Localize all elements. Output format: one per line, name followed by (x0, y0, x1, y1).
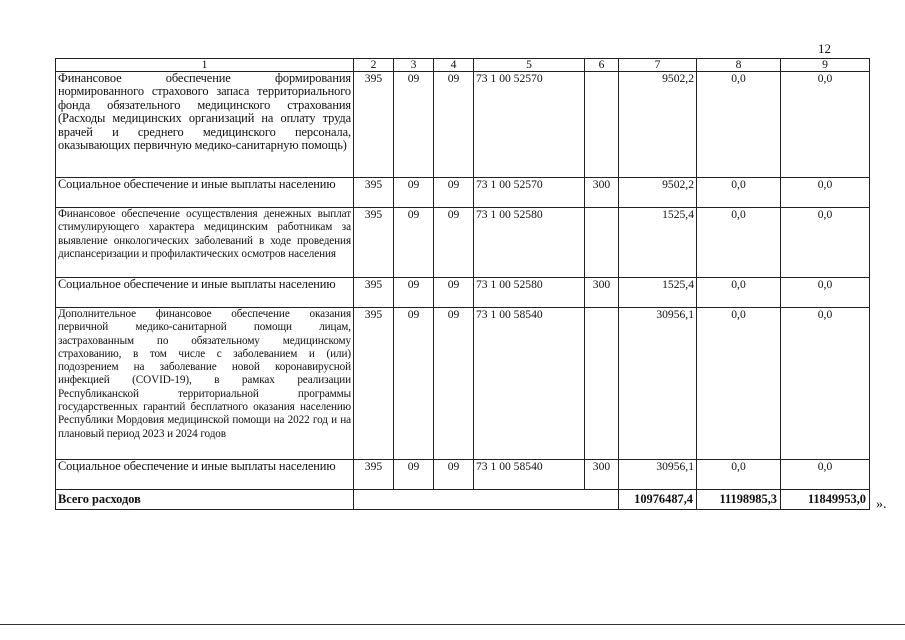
row-name: Социальное обеспечение и иные выплаты населению (56, 460, 354, 490)
column-header-7: 7 (619, 59, 697, 72)
subsection-code: 09 (434, 460, 474, 490)
total-amount-2024: 11849953,0 (781, 490, 870, 510)
target-article-code: 73 1 00 58540 (474, 308, 585, 460)
closing-quote: ». (876, 497, 887, 512)
amount-2024: 0,0 (781, 278, 870, 308)
amount-2023: 0,0 (697, 278, 781, 308)
table-row (56, 72, 870, 178)
amount-2022: 1525,4 (619, 278, 697, 308)
column-number-row (56, 59, 870, 72)
target-article-code: 73 1 00 58540 (474, 460, 585, 490)
expense-type-code: 300 (585, 178, 619, 208)
amount-2022: 9502,2 (619, 72, 697, 178)
amount-2023: 0,0 (697, 460, 781, 490)
expense-type-code (585, 308, 619, 460)
page-number: 12 (818, 41, 831, 56)
target-article-code: 73 1 00 52570 (474, 178, 585, 208)
subsection-code: 09 (434, 72, 474, 178)
amount-2023: 0,0 (697, 308, 781, 460)
amount-2022: 30956,1 (619, 460, 697, 490)
column-header-3: 3 (394, 59, 434, 72)
budget-expenditure-table (55, 58, 870, 510)
ministry-code: 395 (354, 72, 394, 178)
table-row (56, 178, 870, 208)
amount-2023: 0,0 (697, 178, 781, 208)
total-label: Всего расходов (56, 490, 354, 510)
subsection-code: 09 (434, 278, 474, 308)
expense-type-code: 300 (585, 460, 619, 490)
row-name: Финансовое обеспечение осуществления денежных выплат стимулирующего характера медицинским работникам за выявление онкологических заболеваний в ходе проведения диспансеризации и профилактических осмотров населения (56, 208, 354, 278)
amount-2022: 30956,1 (619, 308, 697, 460)
table-row (56, 460, 870, 490)
section-code: 09 (394, 208, 434, 278)
total-amount-2023: 11198985,3 (697, 490, 781, 510)
column-header-1: 1 (56, 59, 354, 72)
expense-type-code: 300 (585, 278, 619, 308)
column-header-5: 5 (474, 59, 585, 72)
row-name: Дополнительное финансовое обеспечение оказания первичной медико-санитарной помощи лицам, застрахованным по обязательному медицинскому страхованию, в том числе с заболеванием и (или) подозрением на заболевание новой коронавирусной инфекцией (COVID-19), в рамках реализации Республиканской территориальной программы государственных гарантий бесплатного оказания населению Республики Мордовия медицинской помощи на 2022 год и на плановый период 2023 и 2024 годов (56, 308, 354, 460)
row-name: Финансовое обеспечение формирования нормированного страхового запаса территориального фонда обязательного медицинского страхования (Расходы медицинских организаций на оплату труда врачей и среднего медицинского персонала, оказывающих первичную медико-санитарную помощь) (56, 72, 354, 178)
ministry-code: 395 (354, 278, 394, 308)
ministry-code: 395 (354, 178, 394, 208)
expense-type-code (585, 72, 619, 178)
total-amount-2022: 10976487,4 (619, 490, 697, 510)
amount-2023: 0,0 (697, 208, 781, 278)
expense-type-code (585, 208, 619, 278)
column-header-2: 2 (354, 59, 394, 72)
section-code: 09 (394, 460, 434, 490)
subsection-code: 09 (434, 308, 474, 460)
target-article-code: 73 1 00 52580 (474, 278, 585, 308)
section-code: 09 (394, 72, 434, 178)
ministry-code: 395 (354, 308, 394, 460)
amount-2023: 0,0 (697, 72, 781, 178)
subsection-code: 09 (434, 208, 474, 278)
section-code: 09 (394, 278, 434, 308)
row-name: Социальное обеспечение и иные выплаты населению (56, 178, 354, 208)
amount-2024: 0,0 (781, 72, 870, 178)
section-code: 09 (394, 178, 434, 208)
amount-2024: 0,0 (781, 460, 870, 490)
amount-2024: 0,0 (781, 208, 870, 278)
total-row (56, 490, 870, 510)
amount-2022: 9502,2 (619, 178, 697, 208)
table-row (56, 278, 870, 308)
column-header-6: 6 (585, 59, 619, 72)
target-article-code: 73 1 00 52570 (474, 72, 585, 178)
column-header-9: 9 (781, 59, 870, 72)
table-row (56, 308, 870, 460)
ministry-code: 395 (354, 460, 394, 490)
total-empty-cell (354, 490, 619, 510)
row-name: Социальное обеспечение и иные выплаты населению (56, 278, 354, 308)
amount-2024: 0,0 (781, 308, 870, 460)
table-row (56, 208, 870, 278)
column-header-8: 8 (697, 59, 781, 72)
section-code: 09 (394, 308, 434, 460)
target-article-code: 73 1 00 52580 (474, 208, 585, 278)
subsection-code: 09 (434, 178, 474, 208)
amount-2022: 1525,4 (619, 208, 697, 278)
amount-2024: 0,0 (781, 178, 870, 208)
ministry-code: 395 (354, 208, 394, 278)
column-header-4: 4 (434, 59, 474, 72)
bottom-divider (0, 624, 905, 625)
